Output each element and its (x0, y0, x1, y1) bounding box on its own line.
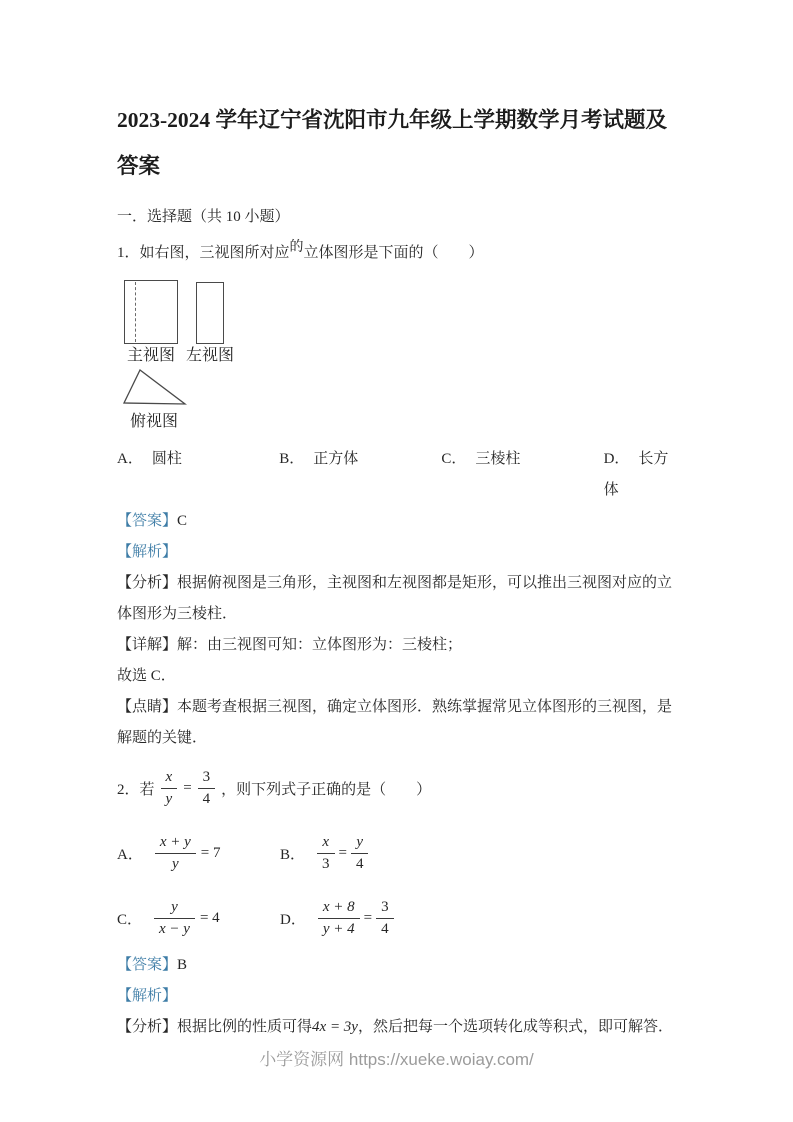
q1-option-d (604, 444, 683, 506)
q2-fenxi-label: 【分析】 (117, 1019, 178, 1035)
front-view-label: 主视图 (126, 347, 175, 364)
q2-fenxi-paragraph (117, 1012, 683, 1043)
q2-option-a-numerator: x + y (155, 833, 196, 854)
q2-option-a-rhs: = 7 (200, 844, 221, 861)
q1-option-d-text: 长方体 (603, 451, 669, 498)
q2-option-b-denominator-1: 3 (322, 855, 330, 872)
q1-dianjing-label: 【点睛】 (117, 699, 178, 715)
q2-option-d-denominator-1: y + 4 (322, 920, 355, 937)
q2-value-fraction-denominator: 4 (202, 790, 211, 807)
q1-conclusion-line: 故选 C． (117, 668, 176, 684)
q2-answer-marker: 【答案】 (117, 957, 178, 973)
q1-option-d-label: D． (603, 451, 630, 467)
q2-given-fraction-numerator: x (161, 768, 178, 789)
q1-option-a-text: 圆柱 (151, 451, 182, 467)
question-2-stem (117, 763, 683, 813)
q2-option-b-fraction-1 (317, 833, 335, 874)
q1-fenxi-label: 【分析】 (117, 575, 178, 591)
q2-option-c-numerator: y (154, 898, 195, 919)
side-view-column (186, 282, 234, 366)
q2-value-fraction (198, 768, 216, 809)
q2-option-d (280, 898, 394, 939)
q1-option-b (279, 444, 441, 506)
q2-option-b-equals: = (338, 844, 347, 861)
q1-option-c-text: 三棱柱 (475, 451, 521, 467)
q1-answer-line (117, 506, 683, 537)
q2-given-fraction (161, 768, 178, 809)
q2-analysis-marker-line (117, 981, 683, 1012)
q1-xiangjie-label: 【详解】 (117, 637, 178, 653)
q1-stem-text-2: 立体图形是下面的（ ） (303, 245, 484, 261)
q1-stem-superscript: 的 (289, 240, 304, 255)
q2-option-c-rhs: = 4 (199, 909, 220, 926)
side-view-label: 左视图 (186, 347, 235, 364)
q2-option-b-denominator-2: 4 (355, 855, 364, 872)
q2-fenxi-pre: 根据比例的性质可得 (177, 1019, 313, 1035)
q2-fenxi-math: 4x = 3y (312, 1019, 358, 1035)
q1-dianjing-paragraph (117, 692, 683, 754)
question-1-stem (117, 238, 683, 269)
q1-option-c-label: C． (441, 451, 467, 467)
q1-answer-value: C (177, 513, 188, 529)
q1-analysis-marker-line (117, 537, 683, 568)
q2-option-d-denominator-2: 4 (381, 920, 389, 937)
q2-answer-line (117, 950, 683, 981)
q1-options-row (117, 444, 683, 506)
q2-option-d-equals: = (363, 909, 373, 926)
q2-stem-prefix: 若 (139, 781, 155, 798)
q2-option-d-label: D． (280, 911, 306, 928)
top-view-label: 俯视图 (130, 413, 179, 430)
q2-value-fraction-numerator: 3 (198, 768, 216, 789)
dashed-edge-line (135, 282, 136, 342)
q1-dianjing-text: 本题考查根据三视图，确定立体图形．熟练掌握常见立体图形的三视图，是解题的关键． (117, 699, 673, 746)
document-content (117, 0, 683, 1043)
q2-equals-sign: = (183, 779, 192, 796)
q1-answer-marker: 【答案】 (117, 513, 178, 529)
q1-analysis-marker: 【解析】 (117, 544, 178, 560)
q1-fenxi-text: 根据俯视图是三角形，主视图和左视图都是矩形，可以推出三视图对应的立体图形为三棱柱． (117, 575, 673, 622)
front-view-rectangle (124, 280, 178, 344)
page-title-line2: 答案 (117, 154, 161, 178)
q2-stem-suffix: ，则下列式子正确的是（ ） (221, 781, 432, 798)
q2-option-d-numerator-2: 3 (376, 898, 394, 919)
q2-analysis-marker: 【解析】 (117, 988, 178, 1004)
q1-xiangjie-paragraph (117, 630, 683, 661)
q2-option-c (117, 898, 280, 939)
q1-three-views-figure (124, 280, 683, 432)
footer-watermark: 小学资源网 https://xueke.woiay.com/ (259, 1050, 534, 1069)
q2-option-b-numerator-2: y (351, 833, 369, 854)
q2-option-b-numerator-1: x (317, 833, 335, 854)
q1-xiangjie-text: 解：由三视图可知：立体图形为：三棱柱； (177, 637, 463, 653)
q2-given-fraction-denominator: y (165, 790, 173, 807)
q1-option-a (117, 444, 279, 506)
q1-number: 1． (117, 245, 140, 261)
q2-option-b (280, 833, 368, 874)
section-heading: 一．选择题（共 10 小题） (117, 209, 290, 225)
front-view-column (124, 280, 178, 366)
q1-option-c (441, 444, 603, 506)
page-title (117, 97, 683, 189)
q2-option-c-label: C． (117, 911, 143, 928)
q2-option-c-denominator: x − y (159, 920, 190, 937)
q2-option-a-label: A． (117, 846, 143, 863)
side-view-rectangle (196, 282, 224, 344)
q2-option-a-denominator: y (171, 855, 179, 872)
q2-option-d-fraction-2 (376, 898, 394, 939)
q1-views-row (124, 280, 683, 366)
q1-option-a-label: A． (117, 451, 143, 467)
q2-answer-value: B (177, 957, 188, 973)
top-view-triangle-icon (122, 368, 683, 411)
q2-options-row-1 (117, 828, 683, 878)
q2-option-a-fraction (155, 833, 196, 874)
q1-option-b-label: B． (279, 451, 305, 467)
q1-fenxi-paragraph (117, 568, 683, 630)
q2-option-d-fraction-1 (318, 898, 360, 939)
q2-option-a (117, 833, 280, 874)
q1-option-b-text: 正方体 (313, 451, 359, 467)
q2-option-d-numerator-1: x + 8 (318, 898, 360, 919)
q2-option-b-label: B． (280, 846, 306, 863)
q2-options-row-2 (117, 893, 683, 943)
page-title-line1: 2023-2024 学年辽宁省沈阳市九年级上学期数学月考试题及 (117, 108, 668, 132)
q2-option-b-fraction-2 (351, 833, 369, 874)
q2-fenxi-post: ，然后把每一个选项转化成等积式，即可解答． (357, 1019, 673, 1035)
q2-number: 2． (117, 781, 140, 798)
q1-stem-text: 如右图，三视图所对应 (139, 245, 290, 261)
q2-option-c-fraction (154, 898, 195, 939)
